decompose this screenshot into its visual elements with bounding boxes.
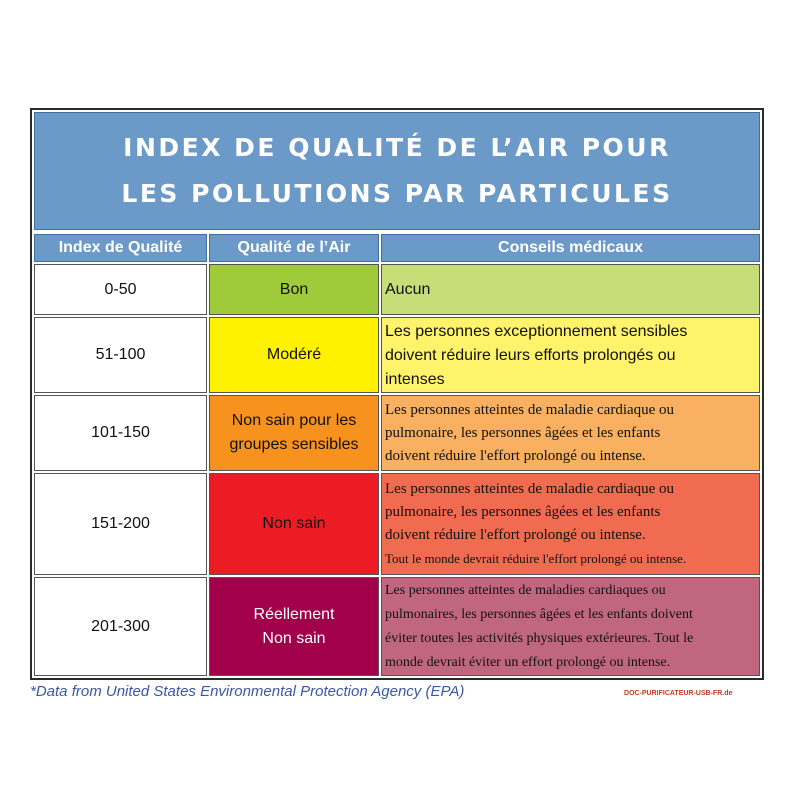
- row-3-quality: [209, 473, 379, 575]
- row-3-quality-text: Non sain: [262, 515, 326, 532]
- row-2-advice: [381, 395, 760, 471]
- row-4-advice-line: Les personnes atteintes de maladies cardiaques ou: [385, 582, 666, 598]
- row-1-index: 51-100: [34, 317, 207, 393]
- site-watermark-text: DOC-PURIFICATEUR-USB-FR.de: [624, 690, 733, 697]
- row-3-advice: [381, 473, 760, 575]
- row-4-quality-text: Réellement: [253, 605, 335, 623]
- title-banner: [34, 112, 760, 230]
- row-0-quality: [209, 264, 379, 315]
- row-0-quality-text: Bon: [279, 280, 309, 298]
- row-3-advice-line: Les personnes atteintes de maladie cardiaque ou: [385, 481, 675, 497]
- row-3-advice-line: pulmonaire, les personnes âgées et les enfants: [385, 504, 661, 520]
- header-quality: Qualité de l’Air: [209, 234, 379, 262]
- row-3-advice-line: doivent réduire l'effort prolongé ou intense.: [385, 527, 646, 543]
- row-2-quality-text: groupes sensibles: [229, 436, 359, 453]
- row-1-advice-line: intenses: [385, 371, 445, 388]
- row-3-index: 151-200: [34, 473, 207, 575]
- row-2-quality: [209, 395, 379, 471]
- row-1-advice: [381, 317, 760, 393]
- row-4-quality-text: Non sain: [262, 629, 326, 647]
- row-3-advice-line: Tout le monde devrait réduire l'effort prolongé ou intense.: [385, 551, 687, 566]
- source-footnote: *Data from United States Environmental Protection Agency (EPA): [30, 683, 465, 700]
- row-0-index: 0-50: [34, 264, 207, 315]
- row-2-index: 101-150: [34, 395, 207, 471]
- row-4-advice: [381, 577, 760, 676]
- row-4-advice-line: éviter toutes les activités physiques extérieures. Tout le: [385, 630, 694, 646]
- header-index: Index de Qualité: [34, 234, 207, 262]
- title-line-2: LES POLLUTIONS PAR PARTICULES: [121, 179, 673, 208]
- row-1-advice-line: Les personnes exceptionnement sensibles: [385, 323, 688, 340]
- row-0-advice: [381, 264, 760, 315]
- row-4-advice-line: pulmonaires, les personnes âgées et les enfants doivent: [385, 606, 693, 622]
- row-2-advice-line: pulmonaire, les personnes âgées et les enfants: [385, 424, 661, 441]
- row-2-advice-line: doivent réduire l'effort prolongé ou intense.: [385, 447, 646, 464]
- row-0-advice-line: Aucun: [385, 280, 431, 298]
- row-4-quality: [209, 577, 379, 676]
- header-advice: Conseils médicaux: [381, 234, 760, 262]
- row-1-quality-text: Modéré: [266, 346, 322, 363]
- row-1-quality: [209, 317, 379, 393]
- row-2-quality-text: Non sain pour les: [231, 412, 357, 429]
- row-1-advice-line: doivent réduire leurs efforts prolongés ou: [385, 347, 676, 364]
- row-2-advice-line: Les personnes atteintes de maladie cardiaque ou: [385, 401, 675, 418]
- row-4-advice-line: monde devrait éviter un effort prolongé ou intense.: [385, 654, 671, 670]
- row-4-index: 201-300: [34, 577, 207, 676]
- title-line-1: INDEX DE QUALITÉ DE L’AIR POUR: [123, 133, 671, 162]
